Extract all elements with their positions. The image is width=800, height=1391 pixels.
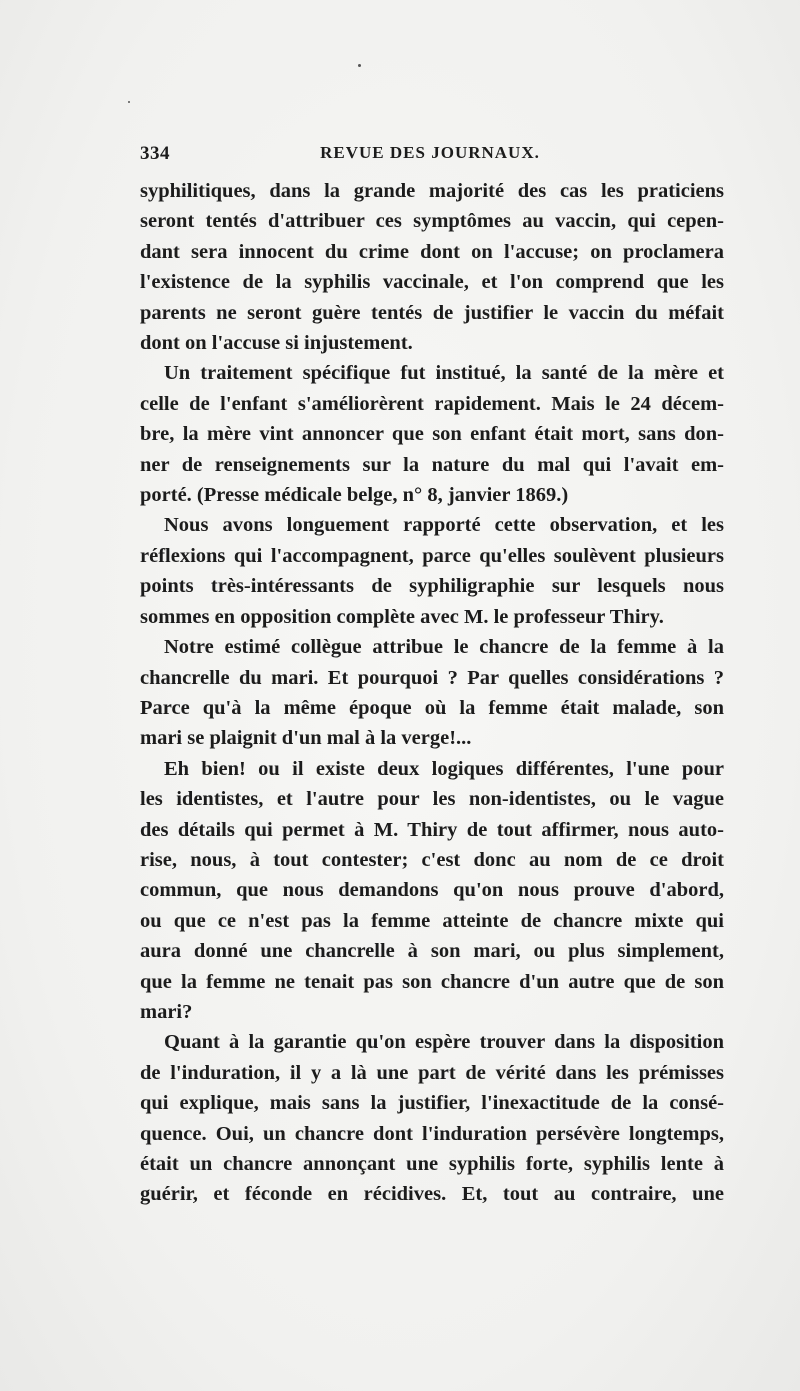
text-line: chancrelle du mari. Et pourquoi ? Par quelles considérations ? — [140, 666, 724, 689]
text-line: commun, que nous demandons qu'on nous prouve d'abord, — [140, 879, 724, 902]
body-text — [140, 176, 724, 1210]
text-line: les identistes, et l'autre pour les non-identistes, ou le vague — [140, 788, 724, 811]
text-line: dont on l'accuse si injustement. — [140, 332, 413, 355]
text-line: bre, la mère vint annoncer que son enfant était mort, sans don- — [140, 423, 724, 446]
text-line: guérir, et féconde en récidives. Et, tout au contraire, une — [140, 1183, 724, 1206]
ink-speck — [358, 64, 361, 67]
text-line: ou que ce n'est pas la femme atteinte de chancre mixte qui — [140, 909, 724, 932]
text-line: porté. (Presse médicale belge, n° 8, janvier 1869.) — [140, 484, 569, 507]
text-line: que la femme ne tenait pas son chancre d'un autre que de son — [140, 970, 724, 993]
text-line: mari? — [140, 1000, 193, 1023]
text-line: aura donné une chancrelle à son mari, ou plus simplement, — [140, 940, 724, 963]
text-line: Quant à la garantie qu'on espère trouver dans la disposition — [164, 1031, 724, 1054]
text-line: sommes en opposition complète avec M. le professeur Thiry. — [140, 605, 664, 628]
text-line: qui explique, mais sans la justifier, l'inexactitude de la consé- — [140, 1092, 724, 1115]
text-line: Nous avons longuement rapporté cette observation, et les — [164, 514, 724, 537]
text-line: des détails qui permet à M. Thiry de tout affirmer, nous auto- — [140, 818, 724, 841]
text-line: de l'induration, il y a là une part de vérité dans les prémisses — [140, 1061, 724, 1084]
text-line: l'existence de la syphilis vaccinale, et l'on comprend que les — [140, 271, 724, 294]
text-line: syphilitiques, dans la grande majorité des cas les praticiens — [140, 180, 724, 202]
text-line: était un chancre annonçant une syphilis forte, syphilis lente à — [140, 1153, 724, 1175]
text-line: réflexions qui l'accompagnent, parce qu'elles soulèvent plusieurs — [140, 544, 724, 567]
text-line: dant sera innocent du crime dont on l'accuse; on proclamera — [140, 240, 724, 263]
text-line: seront tentés d'attribuer ces symptômes au vaccin, qui cepen- — [140, 210, 724, 233]
text-line: mari se plaignit d'un mal à la verge!... — [140, 727, 472, 750]
page-header — [140, 143, 720, 169]
text-line: Eh bien! ou il existe deux logiques différentes, l'une pour — [164, 757, 724, 780]
text-line: parents ne seront guère tentés de justifier le vaccin du méfait — [140, 301, 724, 324]
text-line: points très-intéressants de syphiligraphie sur lesquels nous — [140, 575, 724, 598]
text-line: quence. Oui, un chancre dont l'induration persévère longtemps, — [140, 1122, 724, 1145]
text-line: Parce qu'à la même époque où la femme était malade, son — [140, 696, 724, 719]
ink-speck — [128, 101, 130, 103]
text-line: Notre estimé collègue attribue le chancre de la femme à la — [164, 636, 724, 659]
text-line: Un traitement spécifique fut institué, la santé de la mère et — [164, 362, 724, 385]
text-line: ner de renseignements sur la nature du mal qui l'avait em- — [140, 453, 724, 476]
text-line: rise, nous, à tout contester; c'est donc au nom de ce droit — [140, 848, 724, 871]
running-head: REVUE DES JOURNAUX. — [320, 143, 540, 162]
page-number: 334 — [140, 143, 170, 164]
text-line: celle de l'enfant s'améliorèrent rapidement. Mais le 24 décem- — [140, 392, 724, 415]
